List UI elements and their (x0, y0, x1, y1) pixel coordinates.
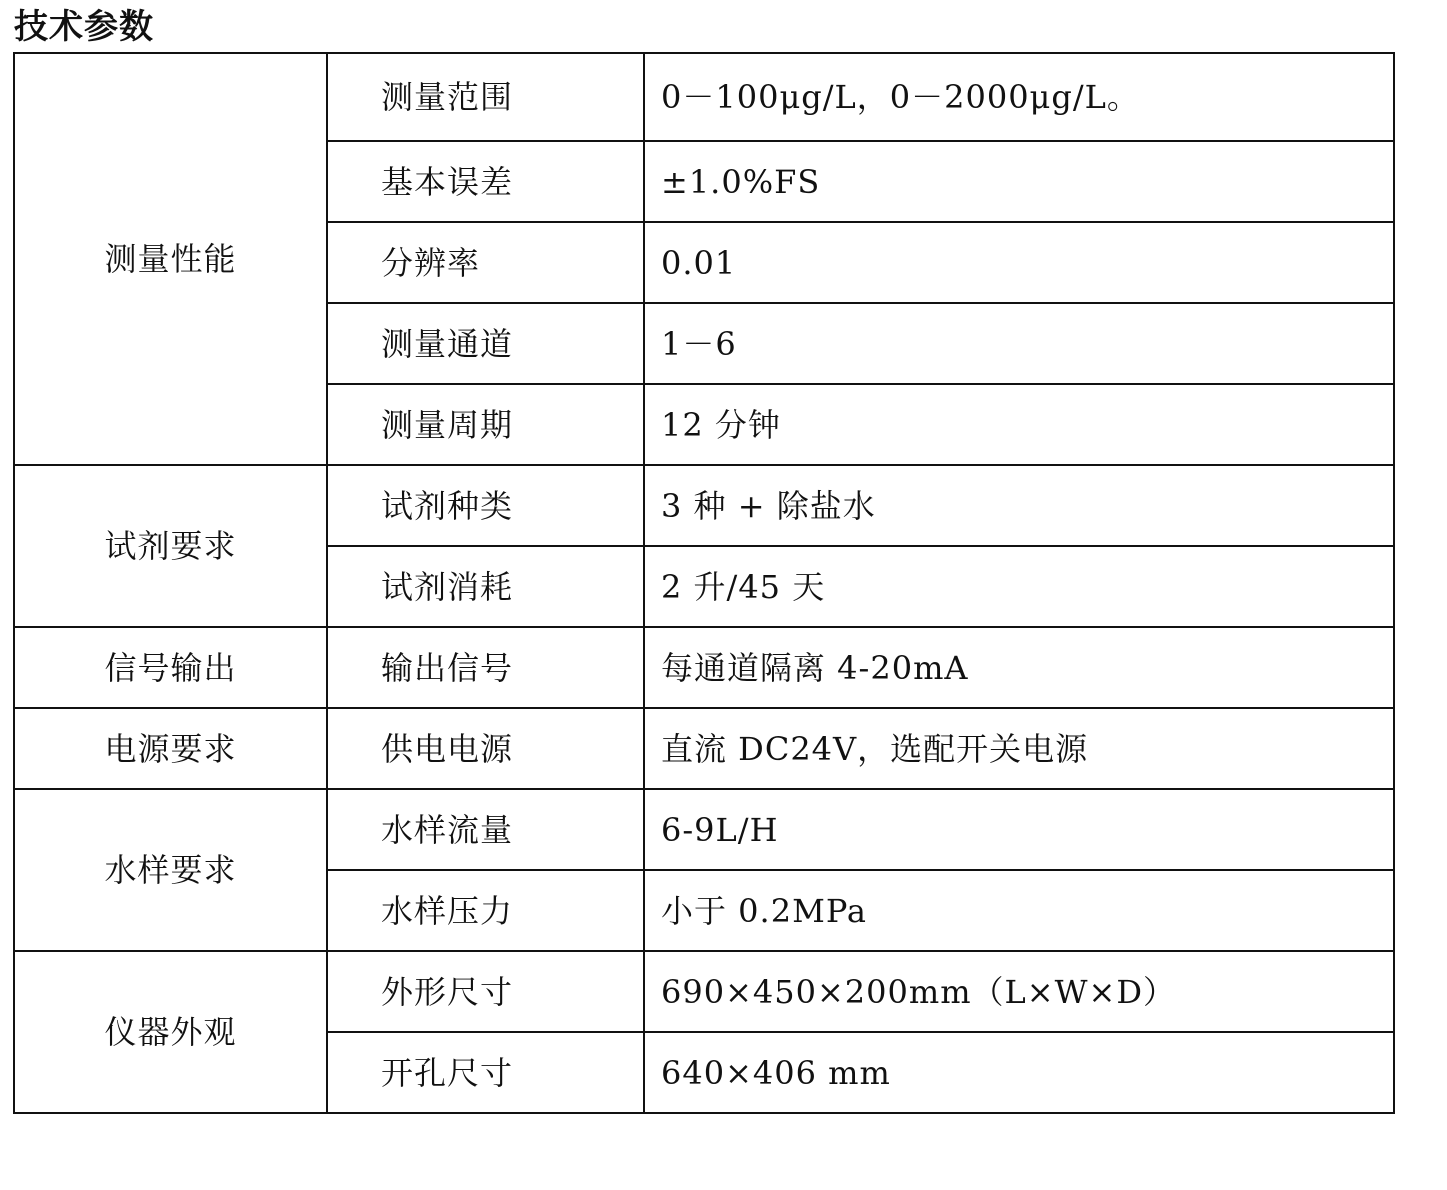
param-cell: 试剂种类 (327, 465, 644, 546)
table-row (14, 951, 1394, 1032)
value-cell: 640×406 mm (644, 1032, 1394, 1113)
table-row (14, 627, 1394, 708)
value-cell: 1－6 (644, 303, 1394, 384)
param-cell: 水样压力 (327, 870, 644, 951)
table-row (14, 708, 1394, 789)
group-cell: 水样要求 (14, 789, 327, 951)
param-cell: 试剂消耗 (327, 546, 644, 627)
group-cell: 试剂要求 (14, 465, 327, 627)
value-cell: 每通道隔离 4-20mA (644, 627, 1394, 708)
value-cell: 直流 DC24V，选配开关电源 (644, 708, 1394, 789)
value-cell: 小于 0.2MPa (644, 870, 1394, 951)
value-cell: 12 分钟 (644, 384, 1394, 465)
value-cell: 6-9L/H (644, 789, 1394, 870)
table-row (14, 789, 1394, 870)
group-cell: 仪器外观 (14, 951, 327, 1113)
group-cell: 信号输出 (14, 627, 327, 708)
table-row (14, 465, 1394, 546)
param-cell: 水样流量 (327, 789, 644, 870)
group-cell: 测量性能 (14, 53, 327, 465)
page-title: 技术参数 (14, 7, 154, 47)
value-cell: 3 种 + 除盐水 (644, 465, 1394, 546)
param-cell: 测量通道 (327, 303, 644, 384)
param-cell: 测量范围 (327, 53, 644, 141)
spec-table (13, 52, 1395, 1114)
param-cell: 供电电源 (327, 708, 644, 789)
spec-table-body (14, 53, 1394, 1113)
value-cell: 0－100μg/L，0－2000μg/L。 (644, 53, 1394, 141)
value-cell: 690×450×200mm（L×W×D） (644, 951, 1394, 1032)
table-row (14, 53, 1394, 141)
value-cell: 2 升/45 天 (644, 546, 1394, 627)
param-cell: 输出信号 (327, 627, 644, 708)
param-cell: 分辨率 (327, 222, 644, 303)
param-cell: 基本误差 (327, 141, 644, 222)
group-cell: 电源要求 (14, 708, 327, 789)
value-cell: 0.01 (644, 222, 1394, 303)
value-cell: ±1.0%FS (644, 141, 1394, 222)
param-cell: 外形尺寸 (327, 951, 644, 1032)
param-cell: 测量周期 (327, 384, 644, 465)
param-cell: 开孔尺寸 (327, 1032, 644, 1113)
